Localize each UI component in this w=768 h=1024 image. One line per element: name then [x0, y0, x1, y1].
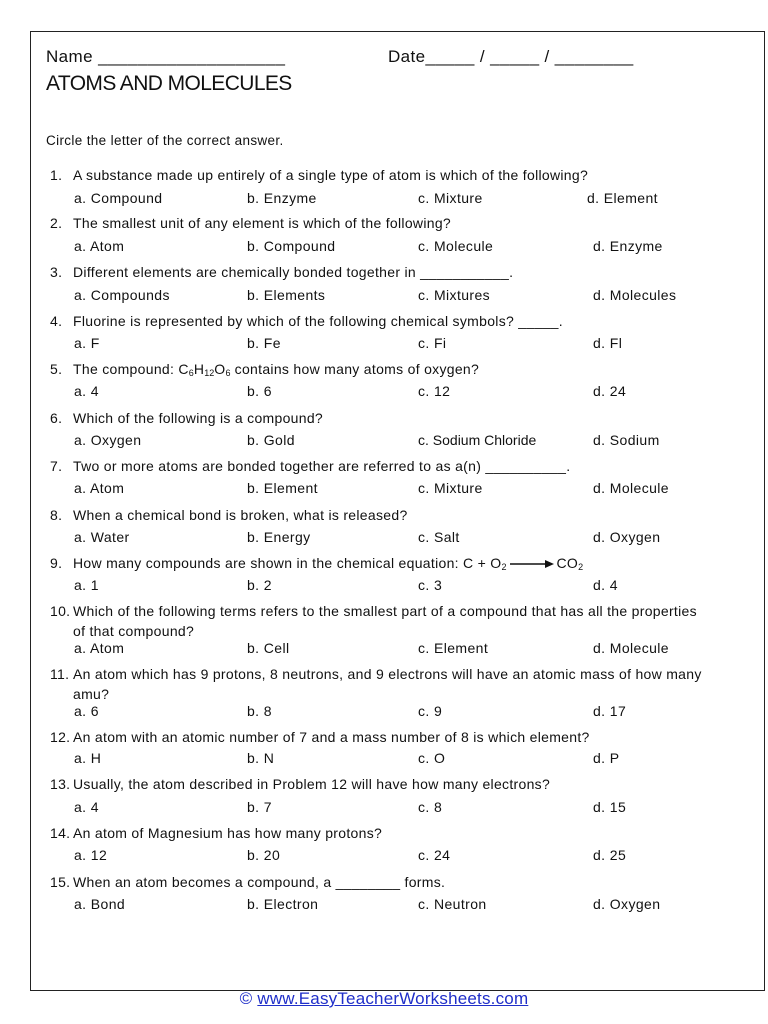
- answer-option-a[interactable]: a. 12: [74, 847, 108, 863]
- question-10: [50, 601, 710, 641]
- question-number: 15.: [50, 874, 71, 890]
- answer-option-c[interactable]: c. 12: [418, 383, 451, 399]
- answer-option-d[interactable]: d. Molecule: [593, 640, 669, 656]
- question-text: The compound: $C_6H_{12}O_6$ contains how many atoms of oxygen?: [73, 361, 480, 378]
- answer-option-b[interactable]: b. 20: [247, 847, 281, 863]
- question-9: [50, 553, 710, 577]
- answer-option-b[interactable]: b. Gold: [247, 432, 295, 448]
- answer-option-a[interactable]: a. Bond: [74, 896, 126, 912]
- answer-option-a[interactable]: a. Water: [74, 529, 130, 545]
- question-number: 2.: [50, 215, 63, 231]
- answers-12: [74, 750, 714, 770]
- answer-option-b[interactable]: b. 8: [247, 703, 272, 719]
- question-text: Which of the following terms refers to the smallest part of a compound that has all the properties of that compound?: [73, 603, 697, 639]
- question-number: 4.: [50, 313, 63, 329]
- answer-option-a[interactable]: a. 1: [74, 577, 99, 593]
- reaction-arrow-icon: [509, 559, 555, 569]
- answer-option-c[interactable]: c. Fi: [418, 335, 447, 351]
- question-text: The smallest unit of any element is which of the following?: [73, 215, 451, 231]
- answer-option-d[interactable]: d. 17: [593, 703, 627, 719]
- answers-2: [74, 238, 714, 258]
- answer-option-c[interactable]: c. Neutron: [418, 896, 487, 912]
- answer-option-c[interactable]: c. Element: [418, 640, 489, 656]
- answers-3: [74, 287, 714, 307]
- question-8: [50, 505, 710, 525]
- answer-option-a[interactable]: a. Atom: [74, 480, 125, 496]
- question-15: [50, 872, 710, 892]
- question-number: 3.: [50, 264, 63, 280]
- question-text: An atom of Magnesium has how many protons?: [73, 825, 383, 841]
- question-text: An atom which has 9 protons, 8 neutrons, and 9 electrons will have an atomic mass of how many amu?: [73, 666, 702, 702]
- question-13: [50, 774, 710, 794]
- question-number: 9.: [50, 555, 63, 571]
- answers-7: [74, 480, 714, 500]
- question-text: Two or more atoms are bonded together are referred to as a(n) __________.: [73, 458, 571, 474]
- question-1: [50, 165, 710, 185]
- question-text: Different elements are chemically bonded together in ___________.: [73, 264, 514, 280]
- answer-option-c[interactable]: c. Sodium Chloride: [418, 432, 537, 448]
- answer-option-d[interactable]: d. Element: [587, 190, 658, 206]
- name-field-line: Name ___________________: [46, 47, 286, 66]
- answer-option-d[interactable]: d. Enzyme: [593, 238, 663, 254]
- question-number: 5.: [50, 361, 63, 377]
- footer: [0, 989, 768, 1009]
- answers-15: [74, 896, 714, 916]
- question-3: [50, 262, 710, 282]
- question-text: Which of the following is a compound?: [73, 410, 324, 426]
- answer-option-d[interactable]: d. P: [593, 750, 620, 766]
- answer-option-a[interactable]: a. Compounds: [74, 287, 170, 303]
- question-number: 11.: [50, 666, 70, 682]
- answer-option-a[interactable]: a. 4: [74, 799, 99, 815]
- question-text: A substance made up entirely of a single type of atom is which of the following?: [73, 167, 589, 183]
- answers-10: [74, 640, 714, 660]
- question-11: [50, 664, 710, 704]
- answer-option-d[interactable]: d. Molecule: [593, 480, 669, 496]
- answer-option-c[interactable]: c. Mixture: [418, 190, 483, 206]
- answers-1: [74, 190, 714, 210]
- question-number: 8.: [50, 507, 63, 523]
- answer-option-c[interactable]: c. 8: [418, 799, 443, 815]
- question-number: 6.: [50, 410, 63, 426]
- question-7: [50, 456, 710, 476]
- answer-option-a[interactable]: a. 6: [74, 703, 99, 719]
- question-text: How many compounds are shown in the chemical equation: $C + O_2$ $CO_2$: [73, 555, 584, 572]
- answer-option-a[interactable]: a. H: [74, 750, 102, 766]
- question-number: 14.: [50, 825, 71, 841]
- question-6: [50, 408, 710, 428]
- question-text: When an atom becomes a compound, a ________ forms.: [73, 874, 446, 890]
- answer-option-c[interactable]: c. Mixtures: [418, 287, 491, 303]
- question-4: [50, 311, 710, 331]
- answers-6: [74, 432, 714, 452]
- answer-option-c[interactable]: c. Mixture: [418, 480, 483, 496]
- question-5: [50, 359, 710, 383]
- question-number: 12.: [50, 729, 71, 745]
- answer-option-d[interactable]: d. Molecules: [593, 287, 677, 303]
- date-field-line: Date_____ / _____ / ________: [388, 47, 634, 66]
- answers-9: [74, 577, 714, 597]
- question-number: 7.: [50, 458, 63, 474]
- answers-13: [74, 799, 714, 819]
- header-row: [46, 47, 746, 69]
- answer-option-d[interactable]: d. Fl: [593, 335, 623, 351]
- answer-option-b[interactable]: b. N: [247, 750, 275, 766]
- answer-option-b[interactable]: b. Electron: [247, 896, 319, 912]
- answer-option-b[interactable]: b. Elements: [247, 287, 326, 303]
- answer-option-a[interactable]: a. F: [74, 335, 100, 351]
- question-text: Usually, the atom described in Problem 12 will have how many electrons?: [73, 776, 551, 792]
- answer-option-b[interactable]: b. Cell: [247, 640, 290, 656]
- answers-14: [74, 847, 714, 867]
- answer-option-b[interactable]: b. Compound: [247, 238, 336, 254]
- question-14: [50, 823, 710, 843]
- answer-option-b[interactable]: b. Energy: [247, 529, 311, 545]
- copyright-symbol: ©: [239, 989, 253, 1008]
- answer-option-a[interactable]: a. Atom: [74, 238, 125, 254]
- answers-5: [74, 383, 714, 403]
- question-12: [50, 727, 710, 747]
- answer-option-c[interactable]: c. Molecule: [418, 238, 494, 254]
- answer-option-d[interactable]: d. Sodium: [593, 432, 660, 448]
- answer-option-c[interactable]: c. 24: [418, 847, 451, 863]
- answer-option-b[interactable]: b. Enzyme: [247, 190, 317, 206]
- answers-4: [74, 335, 714, 355]
- answer-option-d[interactable]: d. Oxygen: [593, 529, 661, 545]
- instructions: Circle the letter of the correct answer.: [46, 133, 284, 148]
- answer-option-c[interactable]: c. O: [418, 750, 446, 766]
- question-number: 1.: [50, 167, 63, 183]
- answer-option-b[interactable]: b. Element: [247, 480, 318, 496]
- answer-option-a[interactable]: a. 4: [74, 383, 99, 399]
- answer-option-b[interactable]: b. 7: [247, 799, 272, 815]
- website-link[interactable]: www.EasyTeacherWorksheets.com: [257, 989, 529, 1008]
- question-text: When a chemical bond is broken, what is released?: [73, 507, 408, 523]
- answer-option-c[interactable]: c. 9: [418, 703, 443, 719]
- question-2: [50, 213, 710, 233]
- answers-8: [74, 529, 714, 549]
- answer-option-d[interactable]: d. 15: [593, 799, 627, 815]
- question-number: 13.: [50, 776, 71, 792]
- question-number: 10.: [50, 603, 71, 619]
- answer-option-d[interactable]: d. 4: [593, 577, 618, 593]
- question-text: Fluorine is represented by which of the following chemical symbols? _____.: [73, 313, 563, 329]
- answer-option-d[interactable]: d. Oxygen: [593, 896, 661, 912]
- page-title: ATOMS AND MOLECULES: [46, 72, 292, 95]
- answer-option-a[interactable]: a. Compound: [74, 190, 163, 206]
- answer-option-b[interactable]: b. 6: [247, 383, 272, 399]
- answer-option-b[interactable]: b. 2: [247, 577, 272, 593]
- question-text: An atom with an atomic number of 7 and a mass number of 8 is which element?: [73, 729, 590, 745]
- answer-option-a[interactable]: a. Oxygen: [74, 432, 142, 448]
- answer-option-a[interactable]: a. Atom: [74, 640, 125, 656]
- answer-option-b[interactable]: b. Fe: [247, 335, 281, 351]
- answers-11: [74, 703, 714, 723]
- answer-option-d[interactable]: d. 25: [593, 847, 627, 863]
- answer-option-c[interactable]: c. 3: [418, 577, 443, 593]
- answer-option-c[interactable]: c. Salt: [418, 529, 460, 545]
- answer-option-d[interactable]: d. 24: [593, 383, 627, 399]
